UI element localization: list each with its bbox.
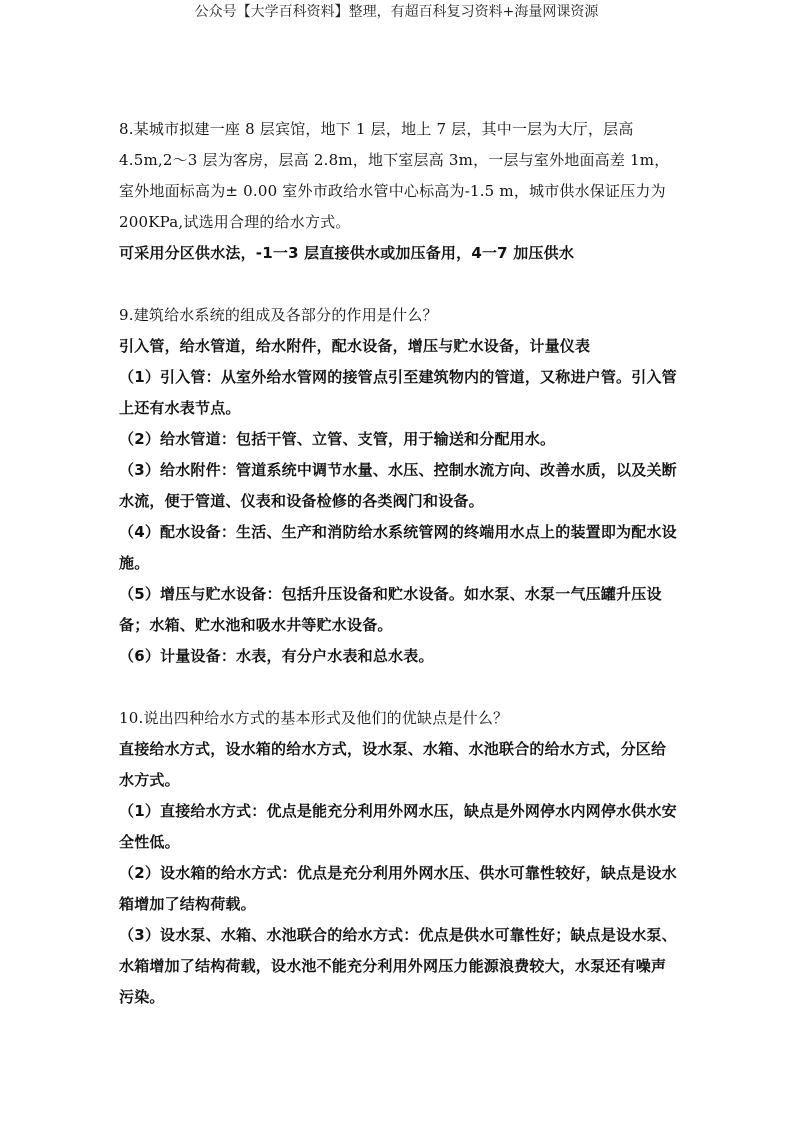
question-10-text: 10.说出四种给水方式的基本形式及他们的优缺点是什么？ (119, 709, 509, 727)
question-10-item: （2）设水箱的给水方式：优点是充分利用外网水压、供水可靠性较好，缺点是设水箱增加了结构荷载。 (119, 864, 677, 913)
question-9-item: （3）给水附件：管道系统中调节水量、水压、控制水流方向、改善水质，以及关断水流，便于管道、仪表和设备检修的各类阀门和设备。 (119, 461, 677, 510)
question-9-item: （1）引入管：从室外给水管网的接管点引至建筑物内的管道，又称进户管。引入管上还有水表节点。 (119, 368, 677, 417)
question-9-item: （2）给水管道：包括干管、立管、支管，用于输送和分配用水。 (119, 430, 556, 448)
question-9-summary: 引入管，给水管道，给水附件，配水设备，增压与贮水设备，计量仪表 (119, 337, 591, 355)
question-9-item: （5）增压与贮水设备：包括升压设备和贮水设备。如水泵、水泵一气压罐升压设备；水箱、贮水池和吸水井等贮水设备。 (119, 585, 662, 634)
question-9-text: 9.建筑给水系统的组成及各部分的作用是什么？ (119, 306, 438, 324)
question-8-text: 8.某城市拟建一座 8 层宾馆，地下 1 层，地上 7 层，其中一层为大厅，层高 4.5m,2～3 层为客房，层高 2.8m，地下室层高 3m，一层与室外地面高差 1m，室外地面标高为± 0.00 室外市政给水管中心标高为-1.5 m，城市供水保证压力为 200KPa,试选用合理的给水方式。 (119, 120, 670, 231)
question-9-section (119, 300, 679, 672)
question-9-item: （6）计量设备：水表，有分户水表和总水表。 (119, 647, 434, 665)
question-10-item: （3）设水泵、水箱、水池联合的给水方式：优点是供水可靠性好；缺点是设水泵、水箱增加了结构荷载，设水池不能充分利用外网压力能源浪费较大，水泵还有噪声污染。 (119, 926, 677, 1006)
question-10-summary: 直接给水方式，设水箱的给水方式，设水泵、水箱、水池联合的给水方式，分区给水方式。 (119, 740, 667, 789)
question-10-item: （1）直接给水方式：优点是能充分利用外网水压，缺点是外网停水内网停水供水安全性低。 (119, 802, 677, 851)
section-spacer (119, 672, 679, 703)
question-9-item: （4）配水设备：生活、生产和消防给水系统管网的终端用水点上的装置即为配水设施。 (119, 523, 677, 572)
question-8-section (119, 114, 679, 269)
page-header: 公众号【大学百科资料】整理，有超百科复习资料+海量网课资源 (194, 4, 599, 20)
question-10-section (119, 703, 679, 1013)
question-8-answer: 可采用分区供水法，-1一3 层直接供水或加压备用，4一7 加压供水 (119, 244, 575, 262)
section-spacer (119, 269, 679, 300)
document-body (119, 114, 679, 1013)
